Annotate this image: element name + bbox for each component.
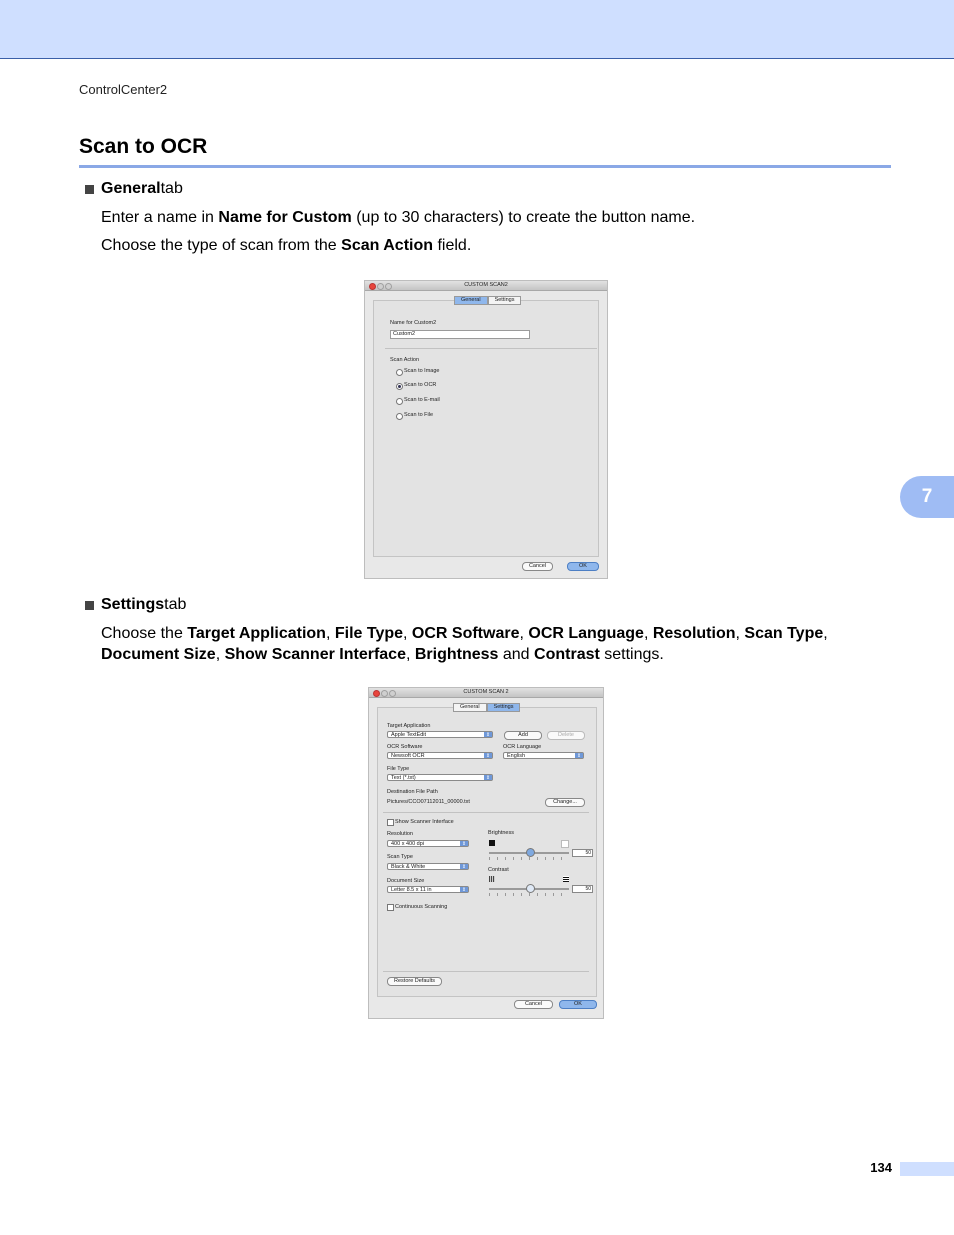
target-application-label: Target Application <box>387 723 431 729</box>
contrast-slider-handle[interactable] <box>526 884 535 893</box>
select-value: Black & White <box>391 864 426 870</box>
tab-settings[interactable]: Settings <box>487 703 521 712</box>
tab-bar <box>453 703 520 712</box>
bullet-general-bold: General <box>101 180 161 197</box>
select-value: Letter 8.5 x 11 in <box>391 887 432 893</box>
name-for-custom-label: Name for Custom2 <box>390 320 437 326</box>
brightness-dark-icon <box>489 840 495 846</box>
brightness-value-field[interactable]: 50 <box>572 849 593 857</box>
text-run-bold: Contrast <box>534 646 600 663</box>
ok-button[interactable]: OK <box>567 562 599 571</box>
cancel-button[interactable]: Cancel <box>522 562 553 571</box>
radio-label: Scan to OCR <box>404 382 437 388</box>
stepper-arrows-icon: ⇕ <box>485 732 491 738</box>
text-run-bold: Scan Type <box>744 625 824 642</box>
square-bullet-icon <box>85 601 94 610</box>
brightness-slider-ticks <box>489 857 569 860</box>
show-scanner-interface-checkbox[interactable] <box>387 819 394 826</box>
title-rule <box>79 165 891 168</box>
delete-button[interactable]: Delete <box>547 731 585 740</box>
contrast-slider-ticks <box>489 893 569 896</box>
text-run-bold: Target Application <box>187 625 326 642</box>
text-run: field. <box>433 237 472 254</box>
contrast-label: Contrast <box>488 867 509 873</box>
change-button[interactable]: Change... <box>545 798 585 807</box>
select-value: 400 x 400 dpi <box>391 841 425 847</box>
bullet-general-rest: tab <box>160 180 183 197</box>
page-number-bar <box>900 1162 954 1176</box>
text-run-bold: OCR Language <box>528 625 644 642</box>
continuous-scanning-checkbox[interactable] <box>387 904 394 911</box>
top-header-band <box>0 0 954 59</box>
dialog-title: CUSTOM SCAN2 <box>464 282 508 288</box>
cancel-button[interactable]: Cancel <box>514 1000 553 1009</box>
scan-type-select[interactable] <box>387 863 469 870</box>
divider <box>383 812 589 813</box>
ok-button[interactable]: OK <box>559 1000 597 1009</box>
file-type-label: File Type <box>387 766 410 772</box>
text-run: Choose the type of scan from the <box>101 237 342 254</box>
text-run-bold: Brightness <box>414 646 499 663</box>
scan-type-label: Scan Type <box>387 854 413 860</box>
file-type-select[interactable] <box>387 774 493 781</box>
radio-label: Scan to E-mail <box>404 397 440 403</box>
stepper-arrows-icon: ⇕ <box>576 753 582 759</box>
settings-para-line-2 <box>101 644 901 665</box>
continuous-scanning-label: Continuous Scanning <box>395 904 448 910</box>
settings-para-line-1 <box>101 623 901 644</box>
select-value: Text (*.txt) <box>391 775 416 781</box>
contrast-low-icon <box>489 876 495 882</box>
stepper-arrows-icon: ⇕ <box>485 775 491 781</box>
select-value: Apple TextEdit <box>391 732 427 738</box>
text-run: , <box>643 625 653 642</box>
scan-action-label: Scan Action <box>390 357 420 363</box>
divider <box>383 971 589 972</box>
restore-defaults-button[interactable]: Restore Defaults <box>387 977 442 986</box>
select-value: Newsoft OCR <box>391 753 425 759</box>
tab-bar <box>454 296 521 305</box>
text-run-bold: Document Size <box>101 646 216 663</box>
divider <box>385 348 597 349</box>
document-size-select[interactable] <box>387 886 469 893</box>
page-number: 134 <box>870 1160 892 1175</box>
ocr-software-select[interactable] <box>387 752 493 759</box>
text-run-bold: File Type <box>334 625 404 642</box>
destination-file-path-label: Destination File Path <box>387 789 438 795</box>
bullet-general <box>85 180 183 198</box>
stepper-arrows-icon: ⇕ <box>461 864 467 870</box>
ocr-software-label: OCR Software <box>387 744 423 750</box>
contrast-high-icon <box>563 876 569 882</box>
radio-scan-to-email[interactable] <box>396 398 403 405</box>
text-run-bold: Resolution <box>652 625 736 642</box>
text-run: , <box>823 625 828 642</box>
text-run: , <box>325 625 335 642</box>
brightness-light-icon <box>561 840 569 848</box>
stepper-arrows-icon: ⇕ <box>461 887 467 893</box>
tab-general[interactable]: General <box>453 703 487 712</box>
stepper-arrows-icon: ⇕ <box>485 753 491 759</box>
text-run: Choose the <box>101 625 188 642</box>
tab-general[interactable]: General <box>454 296 488 305</box>
text-run-bold: OCR Software <box>411 625 520 642</box>
stepper-arrows-icon: ⇕ <box>461 841 467 847</box>
text-run-bold: Scan Action <box>341 237 434 254</box>
radio-scan-to-image[interactable] <box>396 369 403 376</box>
select-value: English <box>507 753 526 759</box>
ocr-language-select[interactable] <box>503 752 584 759</box>
section-title: Scan to OCR <box>79 135 208 158</box>
radio-scan-to-ocr[interactable] <box>396 383 403 390</box>
text-run: settings. <box>599 646 664 663</box>
text-run: Enter a name in <box>101 209 219 226</box>
dialog-titlebar <box>365 281 607 291</box>
text-run: , <box>735 625 745 642</box>
text-run: , <box>215 646 225 663</box>
destination-file-path-value: Pictures/CCO07112011_00000.txt <box>387 799 470 805</box>
ocr-language-label: OCR Language <box>503 744 542 750</box>
radio-label: Scan to Image <box>404 368 440 374</box>
square-bullet-icon <box>85 185 94 194</box>
bullet-settings <box>85 596 186 614</box>
chapter-tab: 7 <box>900 476 954 518</box>
contrast-value-field[interactable]: 50 <box>572 885 593 893</box>
add-button[interactable]: Add <box>504 731 542 740</box>
brightness-slider-handle[interactable] <box>526 848 535 857</box>
text-run: , <box>405 646 415 663</box>
text-run: , <box>519 625 529 642</box>
show-scanner-interface-label: Show Scanner Interface <box>395 819 454 825</box>
text-run: (up to 30 characters) to create the button name. <box>351 209 696 226</box>
dialog-titlebar <box>369 688 603 698</box>
text-run-bold: Name for Custom <box>218 209 352 226</box>
general-line-1 <box>101 207 901 228</box>
name-for-custom-input[interactable]: Custom2 <box>390 330 530 339</box>
bullet-settings-rest: tab <box>164 596 187 613</box>
text-run: , <box>403 625 412 642</box>
running-header: ControlCenter2 <box>79 82 168 97</box>
target-application-select[interactable] <box>387 731 493 738</box>
resolution-select[interactable] <box>387 840 469 847</box>
general-line-2 <box>101 235 901 256</box>
document-size-label: Document Size <box>387 878 425 884</box>
resolution-label: Resolution <box>387 831 413 837</box>
text-run: and <box>498 646 535 663</box>
dialog-title: CUSTOM SCAN 2 <box>463 689 509 695</box>
bullet-settings-bold: Settings <box>101 596 165 613</box>
radio-label: Scan to File <box>404 412 434 418</box>
tab-settings[interactable]: Settings <box>488 296 522 305</box>
dialog-custom-scan-settings <box>368 687 604 1019</box>
text-run-bold: Show Scanner Interface <box>224 646 406 663</box>
dialog-custom-scan-general <box>364 280 608 579</box>
radio-scan-to-file[interactable] <box>396 413 403 420</box>
brightness-label: Brightness <box>488 830 514 836</box>
